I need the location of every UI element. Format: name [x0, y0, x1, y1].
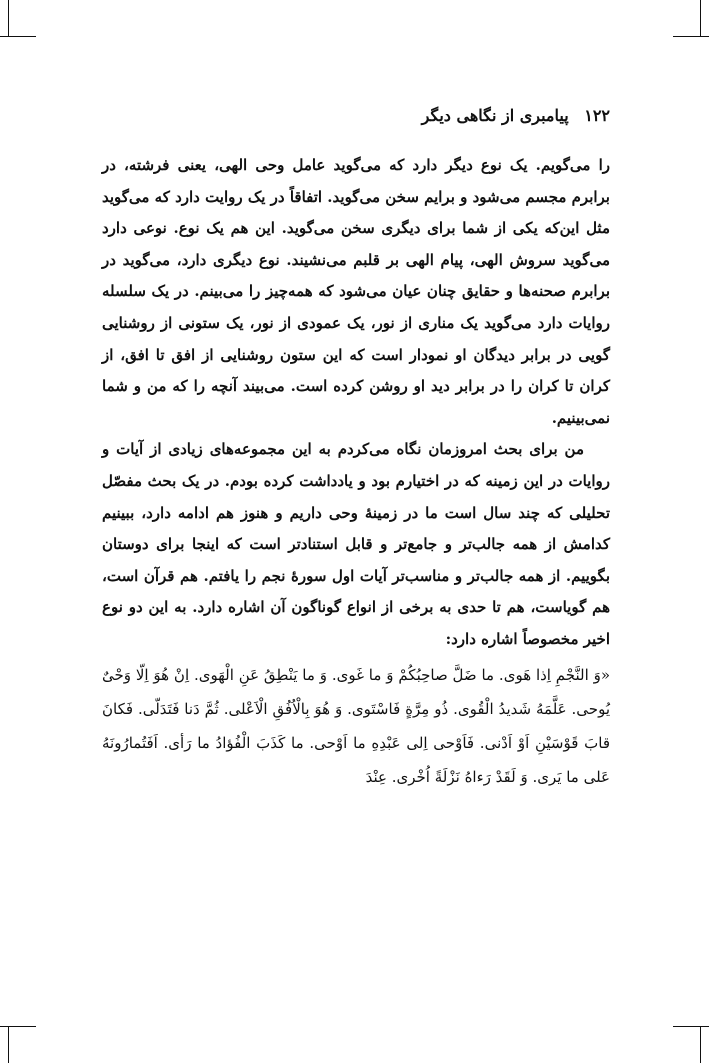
page-body	[102, 150, 610, 794]
crop-mark-bottom-left	[0, 1026, 36, 1027]
paragraph: من برای بحث امروزمان نگاه می‌کردم به این مجموعه‌های زیادی از آیات و روایات در این زمینه که در اختیارم بود و یادداشت کرده بودم. در یک بحث مفصّل تحلیلی که چند سال است ما در زمینهٔ وحی داریم و هنوز هم ادامه دارد، ببینیم کدامش از همه جالب‌تر و جامع‌تر و قابل استنادتر است که اینجا برای دوستان بگوییم. از همه جالب‌تر و مناسب‌تر آیات اول سورهٔ نجم را یافتم. هم قرآن است، هم گویاست، هم تا حدی به برخی از انواع گوناگون آن اشاره دارد. به این دو نوع اخیر مخصوصاً اشاره دارد:	[102, 440, 610, 648]
crop-mark-bottom-right	[673, 1026, 709, 1027]
page-number: ۱۲۲	[584, 106, 610, 125]
crop-mark-bottom-left	[8, 1027, 9, 1063]
quran-quote: «وَ النَّجْمِ اِذا هَوی. ما ضَلَّ صاحِبُکُمْ وَ ما غَوی. وَ ما یَنْطِقُ عَنِ الْهَوی. اِنْ هُوَ اِلّا وَحْیٌ یُوحی. عَلَّمَهُ شَدیدُ الْقُوی. ذُو مِرَّةٍ فَاسْتَوی. وَ هُوَ بِالْاُفُقِ الْاَعْلی. ثُمَّ دَنا فَتَدَلّی. فَکانَ قابَ قَوْسَیْنِ اَوْ اَدْنی. فَاَوْحی اِلی عَبْدِهِ ما اَوْحی. ما کَذَبَ الْفُؤادُ ما رَأی. اَفَتُمارُونَهُ عَلی ما یَری. وَ لَقَدْ رَءاهُ نَزْلَةً اُخْری. عِنْدَ	[102, 665, 610, 786]
crop-mark-top-right	[700, 0, 701, 36]
book-title: پیامبری از نگاهی دیگر	[421, 106, 569, 125]
crop-mark-bottom-right	[700, 1027, 701, 1063]
crop-mark-top-left	[8, 0, 9, 36]
crop-mark-top-right	[673, 36, 709, 37]
running-header	[378, 104, 610, 128]
crop-mark-top-left	[0, 36, 36, 37]
paragraph: را می‌گویم. یک نوع دیگر دارد که می‌گوید عامل وحی الهی، یعنی فرشته، در برابرم مجسم می‌شود و برایم سخن می‌گوید. اتفاقاً در یک روایت دارد که می‌گوید مثل این‌که یکی از شما برای دیگری سخن می‌گوید. این هم یک نوع. نوعی دارد می‌گوید سروش الهی، پیام الهی بر قلبم می‌نشیند. نوع دیگری دارد، می‌گوید در برابرم صحنه‌ها و حقایق چنان عیان می‌شود که همه‌چیز را می‌بینم. در یک سلسله روایات دارد می‌گوید یک مناری از نور، یک عمودی از نور، یک ستونی از روشنایی گویی در برابر دیدگان او نمودار است که این ستون روشنایی از افق تا افق، از کران تا کران را در برابر دید او روشن کرده است. می‌بیند آنچه را که من و شما نمی‌بینیم.	[101, 156, 610, 427]
